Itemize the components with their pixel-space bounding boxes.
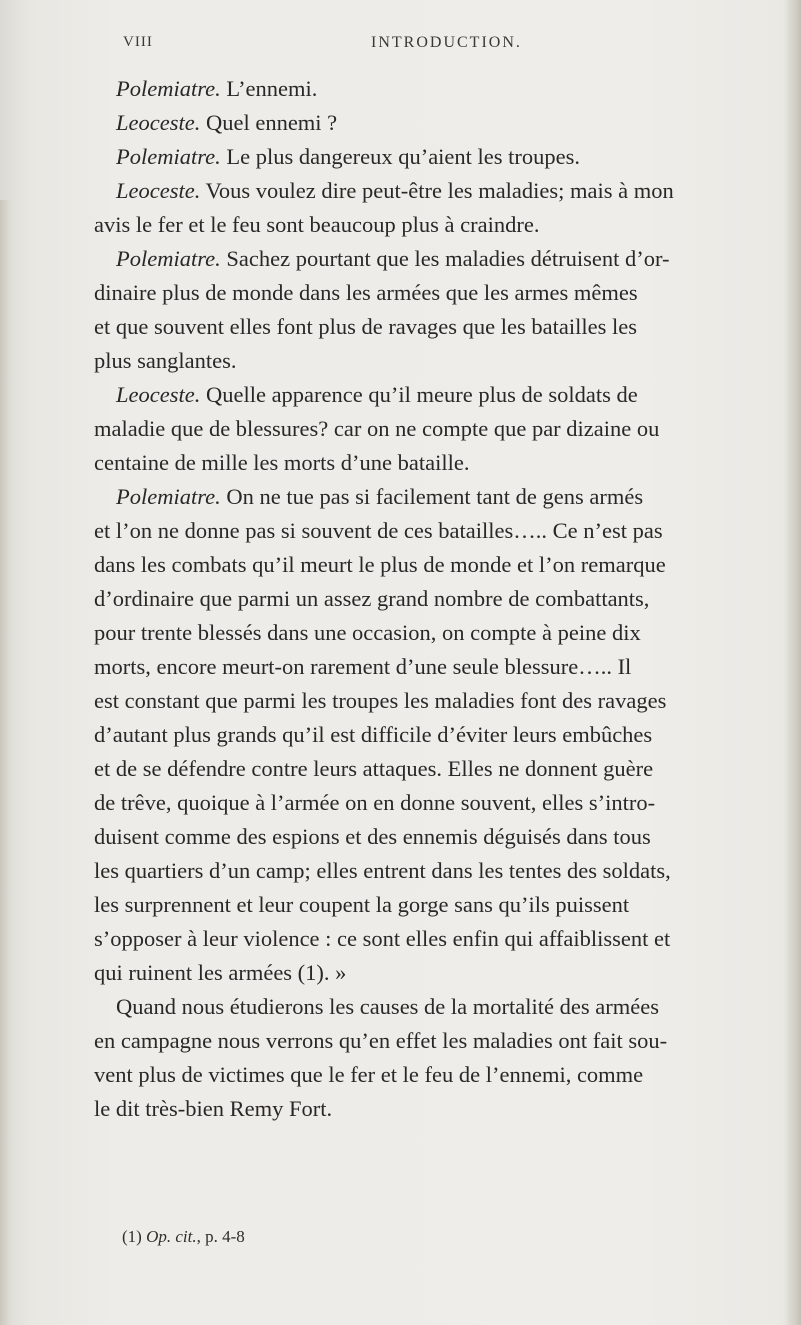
text-line: [94, 718, 652, 752]
footnote: [122, 1227, 245, 1247]
text-line: [94, 650, 631, 684]
line-text: d’autant plus grands qu’il est difficile d’éviter leurs embûches: [94, 722, 653, 747]
text-line: [94, 514, 663, 548]
page-header: [0, 34, 801, 60]
text-line: [94, 344, 236, 378]
footnote-marker: (1): [122, 1227, 142, 1246]
line-text: Quand nous étudierons les causes de la mortalité des armées: [116, 994, 659, 1019]
speaker-name: Leoceste.: [116, 110, 201, 135]
line-text: dans les combats qu’il meurt le plus de monde et l’on remarque: [94, 552, 666, 577]
line-text: morts, encore meurt-on rarement d’une seule blessure….. Il: [94, 654, 632, 679]
line-text: de trêve, quoique à l’armée on en donne souvent, elles s’intro-: [94, 790, 656, 815]
line-text: pour trente blessés dans une occasion, on compte à peine dix: [94, 620, 641, 645]
line-text: Quel ennemi ?: [200, 110, 338, 135]
text-line: [94, 684, 666, 718]
line-text: qui ruinent les armées (1). »: [94, 960, 347, 985]
text-line: [116, 242, 670, 276]
text-line: [116, 106, 337, 140]
line-text: maladie que de blessures? car on ne compte que par dizaine ou: [94, 416, 660, 441]
line-text: Quelle apparence qu’il meure plus de soldats de: [200, 382, 638, 407]
line-text: vent plus de victimes que le fer et le feu de l’ennemi, comme: [94, 1062, 644, 1087]
line-text: Le plus dangereux qu’aient les troupes.: [220, 144, 581, 169]
text-line: [116, 378, 638, 412]
line-text: dinaire plus de monde dans les armées que les armes mêmes: [94, 280, 638, 305]
text-line: [94, 276, 638, 310]
line-text: s’opposer à leur violence : ce sont elles enfin qui affaiblissent et: [94, 926, 671, 951]
line-text: est constant que parmi les troupes les maladies font des ravages: [94, 688, 667, 713]
line-text: On ne tue pas si facilement tant de gens armés: [220, 484, 644, 509]
page-edge: [785, 0, 801, 1325]
line-text: Vous voulez dire peut-être les maladies; mais à mon: [200, 178, 674, 203]
text-line: [94, 752, 653, 786]
text-line: [94, 922, 670, 956]
line-text: et de se défendre contre leurs attaques. Elles ne donnent guère: [94, 756, 654, 781]
line-text: duisent comme des espions et des ennemis déguisés dans tous: [94, 824, 651, 849]
text-line: [116, 480, 643, 514]
text-line: [116, 174, 674, 208]
line-text: d’ordinaire que parmi un assez grand nombre de combattants,: [94, 586, 650, 611]
text-line: [94, 1092, 332, 1126]
speaker-name: Polemiatre.: [116, 484, 221, 509]
text-line: [116, 140, 580, 174]
line-text: les quartiers d’un camp; elles entrent dans les tentes des soldats,: [94, 858, 671, 883]
page-number: VIII: [123, 34, 153, 50]
speaker-name: Polemiatre.: [116, 144, 221, 169]
text-line: [116, 990, 659, 1024]
line-text: Sachez pourtant que les maladies détruisent d’or-: [220, 246, 670, 271]
line-text: et que souvent elles font plus de ravages que les batailles les: [94, 314, 637, 339]
speaker-name: Polemiatre.: [116, 76, 221, 101]
binding-shadow: [0, 200, 12, 1325]
text-line: [94, 616, 641, 650]
speaker-name: Polemiatre.: [116, 246, 221, 271]
text-line: [94, 786, 655, 820]
line-text: le dit très-bien Remy Fort.: [94, 1096, 333, 1121]
line-text: avis le fer et le feu sont beaucoup plus à craindre.: [94, 212, 540, 237]
line-text: et l’on ne donne pas si souvent de ces batailles….. Ce n’est pas: [94, 518, 663, 543]
text-line: [94, 208, 539, 242]
footnote-reference: Op. cit.: [146, 1227, 197, 1246]
text-line: [94, 956, 346, 990]
speaker-name: Leoceste.: [116, 178, 201, 203]
line-text: plus sanglantes.: [94, 348, 237, 373]
text-line: [94, 446, 470, 480]
text-line: [94, 1058, 643, 1092]
line-text: en campagne nous verrons qu’en effet les maladies ont fait sou-: [94, 1028, 668, 1053]
footnote-pages: , p. 4-8: [196, 1227, 245, 1246]
text-line: [94, 310, 637, 344]
text-line: [94, 1024, 667, 1058]
text-line: [94, 582, 649, 616]
line-text: L’ennemi.: [220, 76, 318, 101]
text-line: [94, 888, 629, 922]
running-head: INTRODUCTION.: [371, 34, 522, 51]
line-text: centaine de mille les morts d’une bataille.: [94, 450, 470, 475]
speaker-name: Leoceste.: [116, 382, 201, 407]
line-text: les surprennent et leur coupent la gorge sans qu’ils puissent: [94, 892, 630, 917]
text-line: [116, 72, 317, 106]
text-line: [94, 412, 659, 446]
text-line: [94, 548, 666, 582]
text-line: [94, 854, 671, 888]
text-line: [94, 820, 651, 854]
